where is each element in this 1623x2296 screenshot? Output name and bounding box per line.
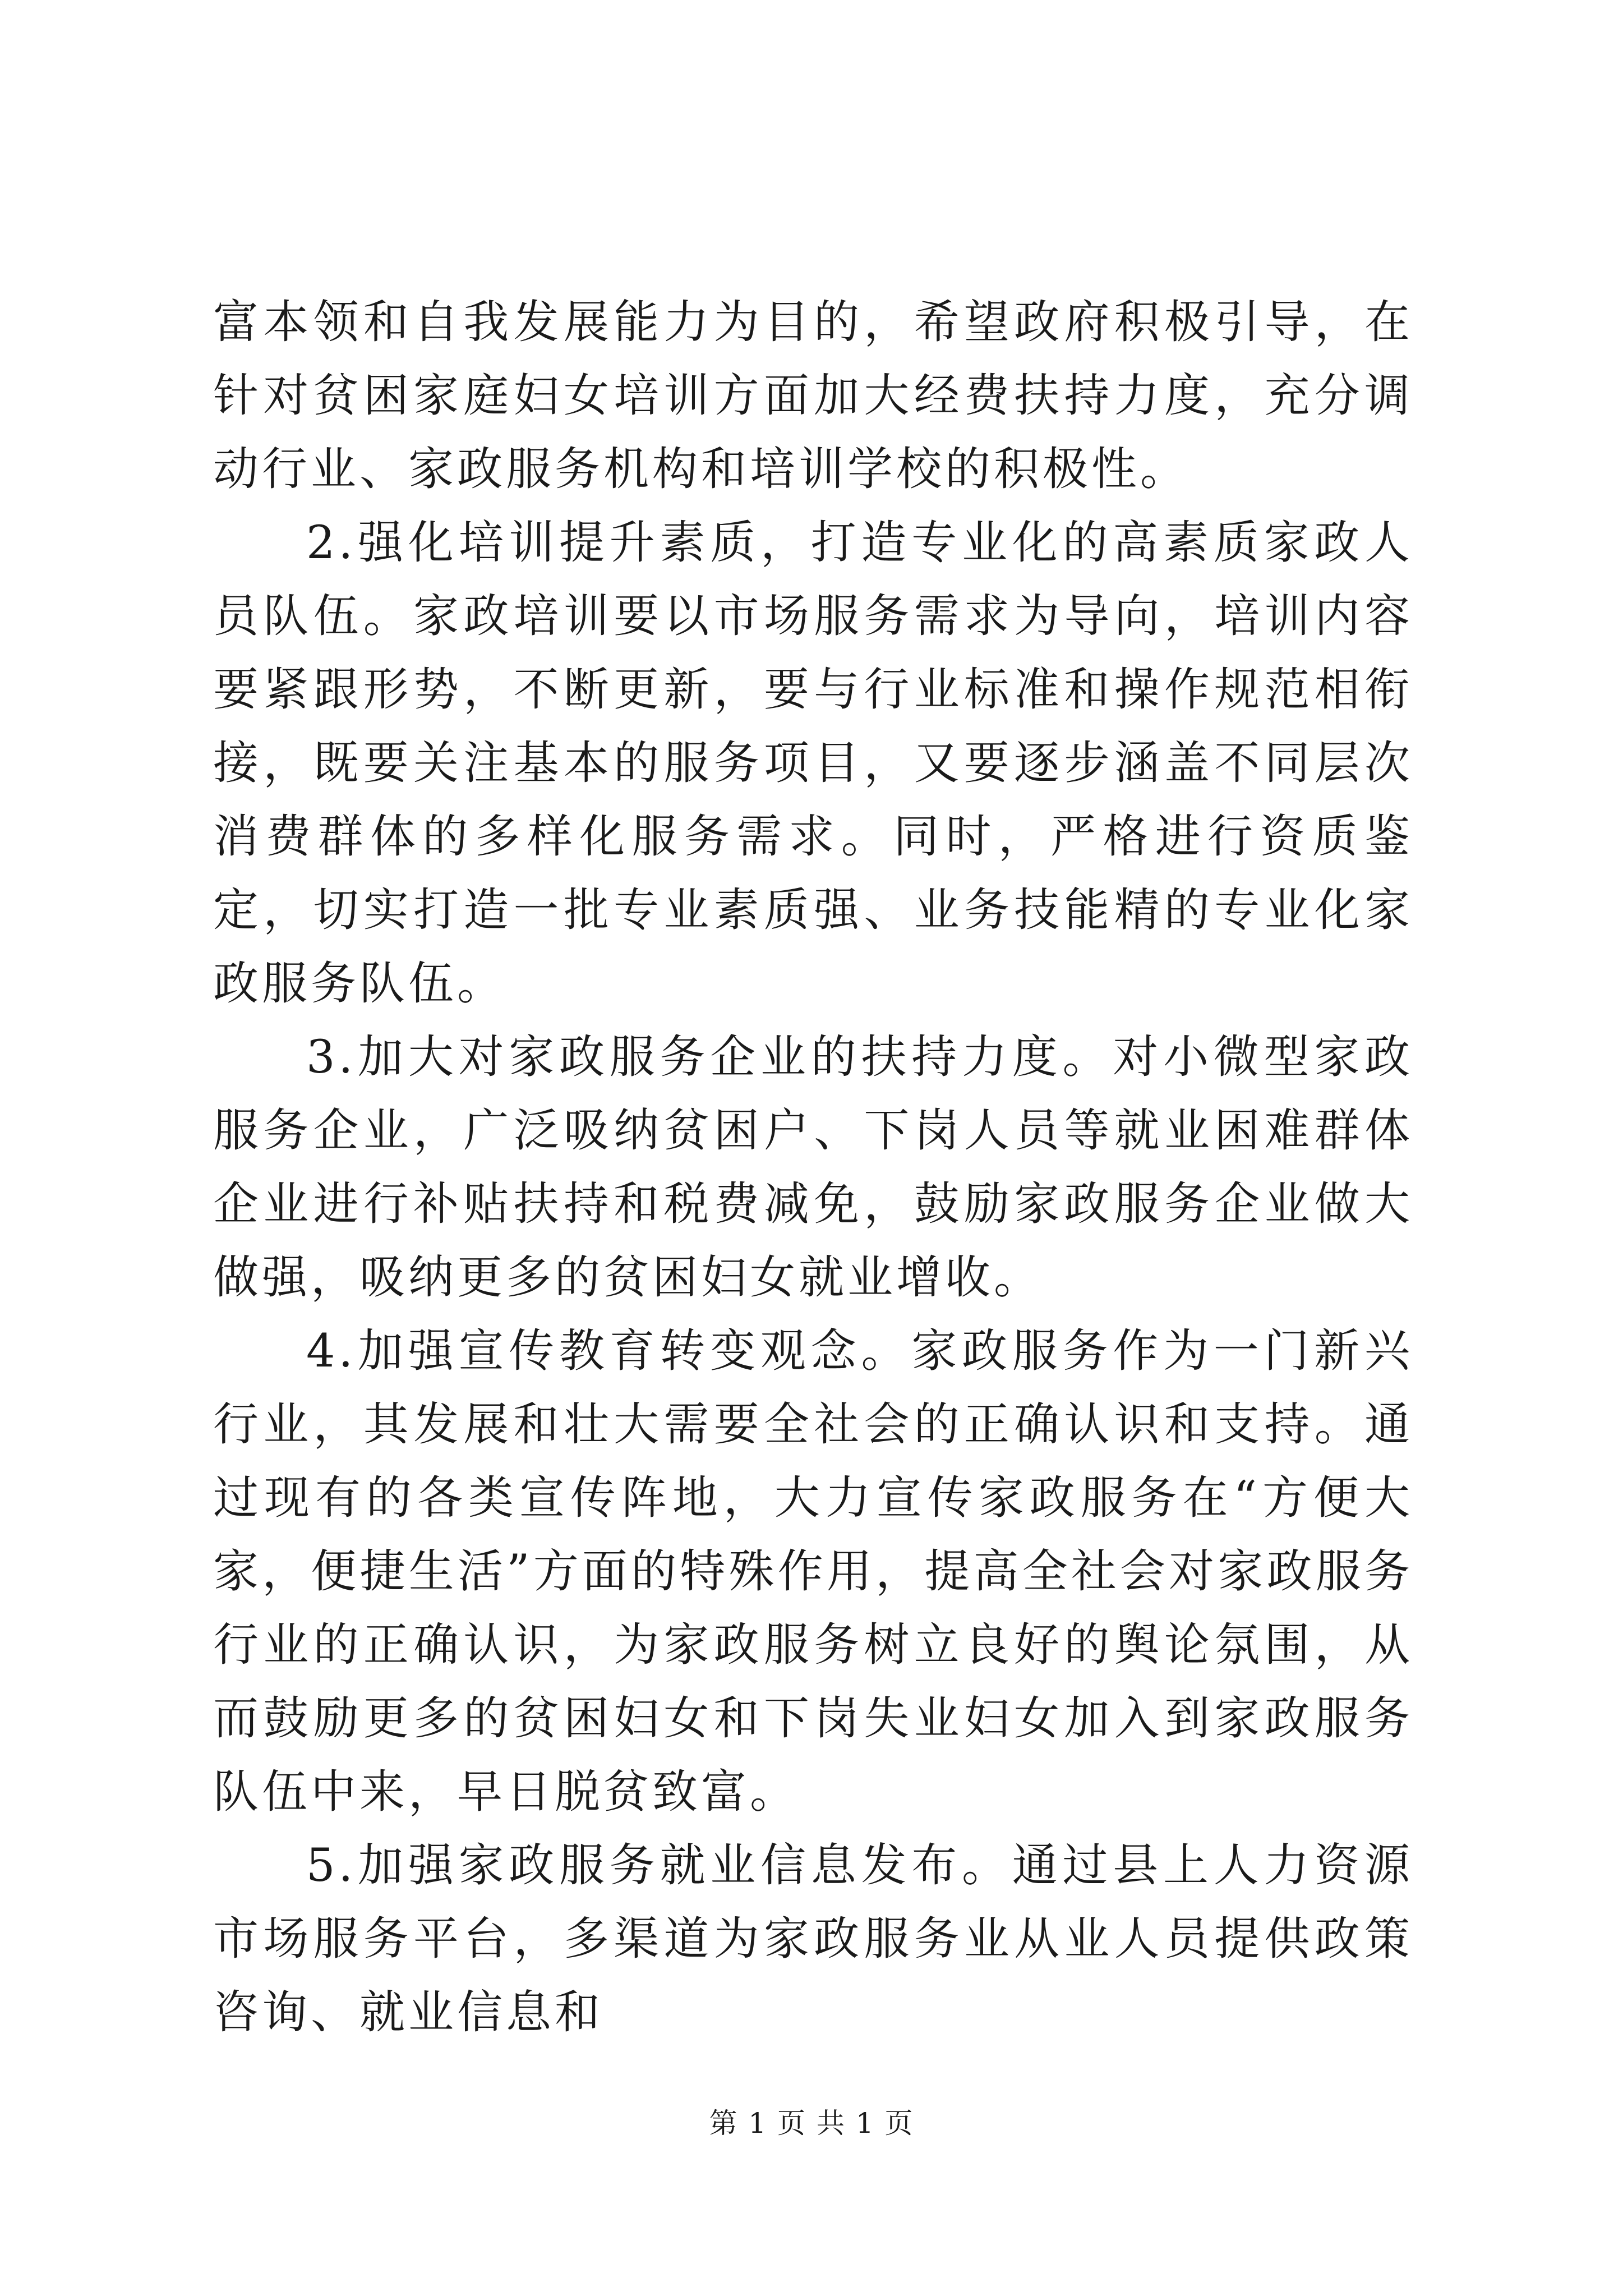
paragraph-item-4: 4.加强宣传教育转变观念。家政服务作为一门新兴行业，其发展和壮大需要全社会的正确认识和支持。通过现有的各类宣传阵地，大力宣传家政服务在“方便大家，便捷生活”方面的特殊作用，提高全社会对家政服务行业的正确认识，为家政服务树立良好的舆论氛围，从而鼓励更多的贫困妇女和下岗失业妇女加入到家政服务队伍中来，早日脱贫致富。 bbox=[213, 1325, 1413, 1819]
page-footer: 第 1 页 共 1 页 bbox=[709, 2107, 914, 2139]
paragraph-item-2: 2.强化培训提升素质，打造专业化的高素质家政人员队伍。家政培训要以市场服务需求为导向，培训内容要紧跟形势，不断更新，要与行业标准和操作规范相衔接，既要关注基本的服务项目，又要逐步涵盖不同层次消费群体的多样化服务需求。同时，严格进行资质鉴定，切实打造一批专业素质强、业务技能精的专业化家政服务队伍。 bbox=[213, 517, 1413, 1010]
paragraph-item-3: 3.加大对家政服务企业的扶持力度。对小微型家政服务企业，广泛吸纳贫困户、下岗人员等就业困难群体企业进行补贴扶持和税费减免，鼓励家政服务企业做大做强，吸纳更多的贫困妇女就业增收。 bbox=[213, 1031, 1413, 1304]
paragraph-item-5: 5.加强家政服务就业信息发布。通过县上人力资源市场服务平台，多渠道为家政服务业从业人员提供政策咨询、就业信息和 bbox=[213, 1839, 1413, 2039]
document-body bbox=[213, 286, 1413, 2050]
paragraph-continuation: 富本领和自我发展能力为目的，希望政府积极引导，在针对贫困家庭妇女培训方面加大经费扶持力度，充分调动行业、家政服务机构和培训学校的积极性。 bbox=[213, 296, 1413, 496]
